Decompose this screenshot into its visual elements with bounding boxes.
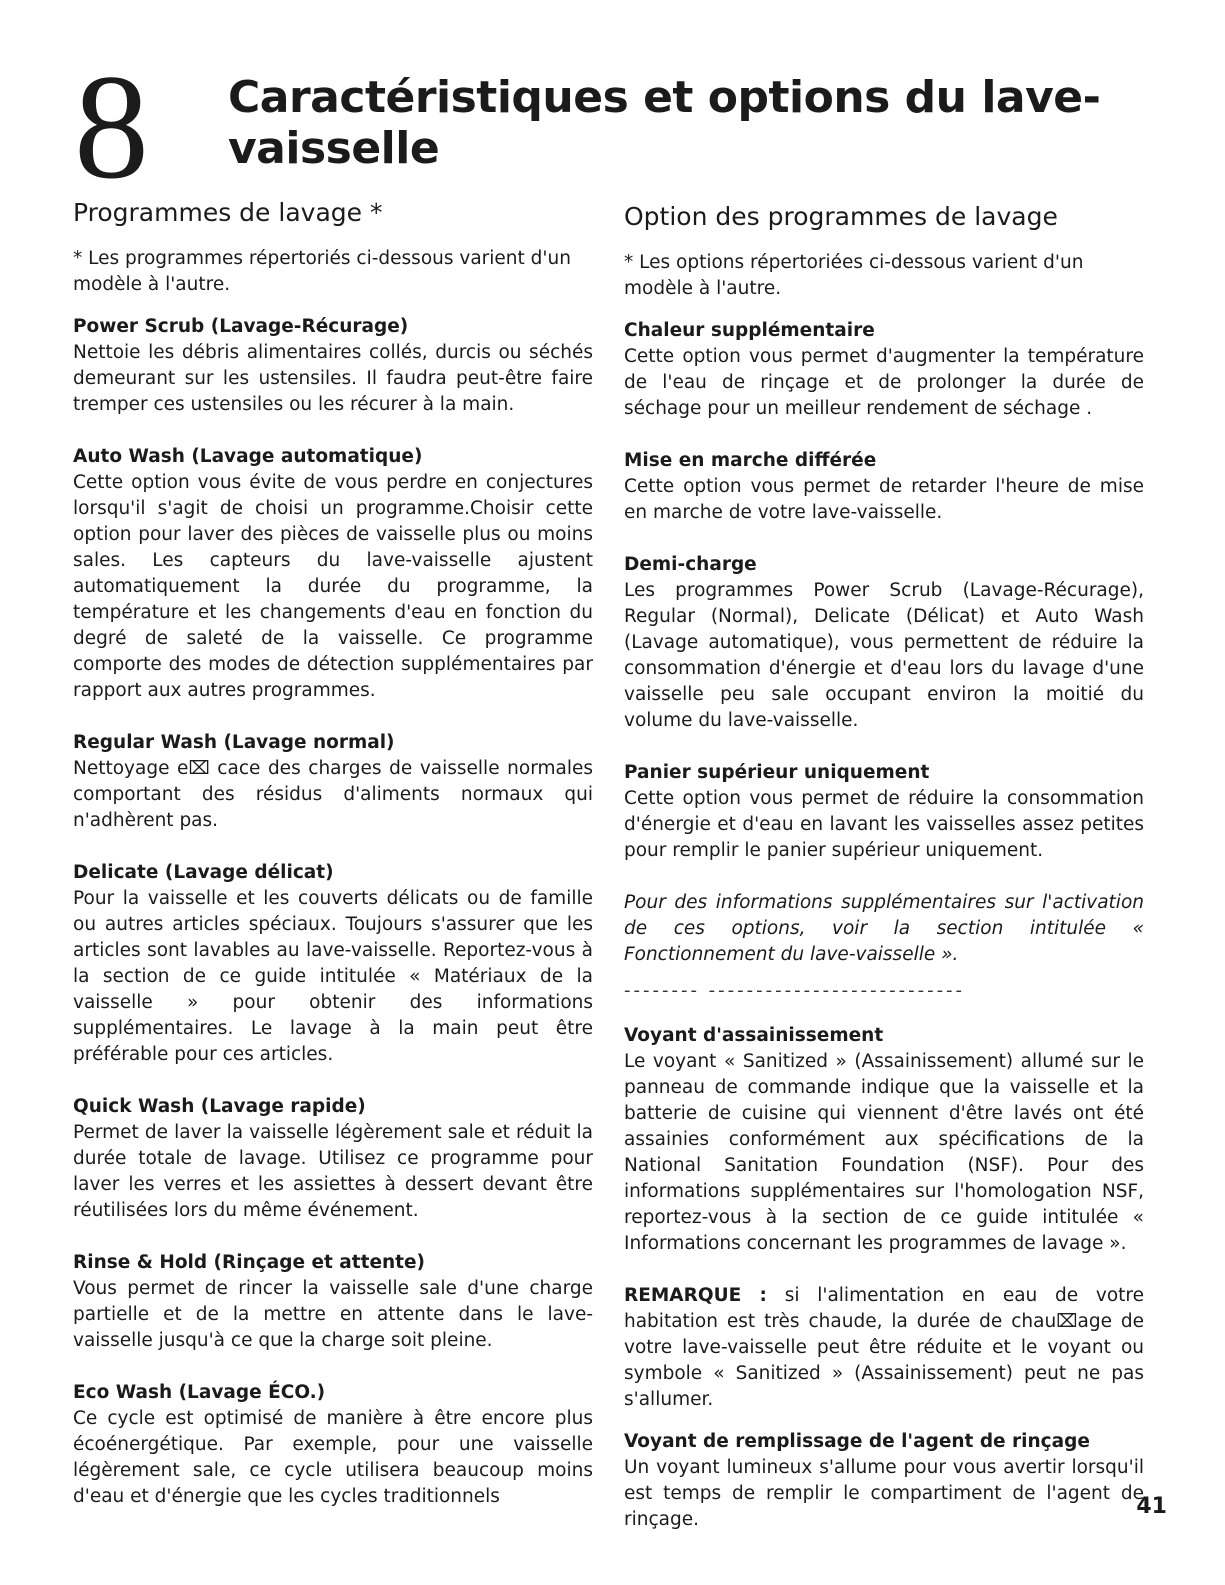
option-title: Demi-charge (624, 554, 757, 575)
options-note: Pour des informations supplémentaires sur l'activation de ces options, voir la section intitulée « Fonctionnement du lave-vaisselle ». (624, 892, 1144, 965)
program-title: Rinse & Hold (Rinçage et attente) (73, 1252, 426, 1273)
sanitized-description: Le voyant « Sanitized » (Assainissement) allumé sur le panneau de commande indique que la vaisselle et la batterie de cuisine qui viennent d'être lavés ont été assainies conformément aux spécifications de la National Sanitation Foundation (NSF). Pour des informations supplémentaires sur l'homologation NSF, reportez-vous à la section de ce guide intitulée « Informations concernant les programmes de lavage ». (624, 1051, 1144, 1254)
program-title: Quick Wash (Lavage rapide) (73, 1096, 366, 1117)
remarque-label: REMARQUE : (624, 1285, 767, 1306)
remarque-note (624, 1283, 1144, 1413)
option-description: Les programmes Power Scrub (Lavage-Récurage), Regular (Normal), Delicate (Délicat) et Auto Wash (Lavage automatique), vous permettent de réduire la consommation d'énergie et d'eau lors du lavage d'une vaisselle peu sale occupant environ la moitié du volume du lave-vaisselle. (624, 580, 1144, 731)
program-title: Regular Wash (Lavage normal) (73, 732, 395, 753)
option-entry (624, 760, 1144, 864)
program-title: Auto Wash (Lavage automatique) (73, 446, 423, 467)
program-entry (73, 444, 593, 704)
section-heading-programs: Programmes de lavage * (73, 198, 383, 227)
option-description: Cette option vous permet de réduire la consommation d'énergie et d'eau en lavant les vaisselles assez petites pour remplir le panier supérieur uniquement. (624, 788, 1144, 861)
program-title: Delicate (Lavage délicat) (73, 862, 334, 883)
section-heading-options: Option des programmes de lavage (624, 202, 1058, 231)
option-entry (624, 318, 1144, 422)
program-entry (73, 1094, 593, 1224)
left-column (73, 198, 593, 1536)
page-number: 41 (1136, 1494, 1167, 1519)
option-entry (624, 552, 1144, 734)
program-description: Vous permet de rincer la vaisselle sale d'une charge partielle et de la mettre en attente dans le lave-vaisselle jusqu'à ce que la charge soit pleine. (73, 1278, 593, 1351)
program-entry (73, 1380, 593, 1510)
options-intro: * Les options répertoriées ci-dessous varient d'un modèle à l'autre. (624, 252, 1084, 299)
option-description: Cette option vous permet de retarder l'heure de mise en marche de votre lave-vaisselle. (624, 476, 1144, 523)
option-title: Chaleur supplémentaire (624, 320, 875, 341)
rinse-aid-entry (624, 1429, 1144, 1533)
right-column (624, 202, 1144, 1559)
program-description: Cette option vous évite de vous perdre en conjectures lorsqu'il s'agit de choisi un programme.Choisir cette option pour laver des pièces de vaisselle plus ou moins sales. Les capteurs du lave-vaisselle ajustent automatiquement la durée du programme, la température et les changements d'eau en fonction du degré de saleté de la vaisselle. Ce programme comporte des modes de détection supplémentaires par rapport aux autres programmes. (73, 472, 593, 701)
program-description: Pour la vaisselle et les couverts délicats ou de famille ou autres articles spéciaux. Toujours s'assurer que les articles sont lavables au lave-vaisselle. Reportez-vous à la section de ce guide intitulée « Matériaux de la vaisselle » pour obtenir des informations supplémentaires. Le lavage à la main peut être préférable pour ces articles. (73, 888, 593, 1065)
option-entry (624, 448, 1144, 526)
program-description: Ce cycle est optimisé de manière à être encore plus écoénergétique. Par exemple, pour une vaisselle légèrement sale, ce cycle utilisera beaucoup moins d'eau et d'énergie que les cycles traditionnels (73, 1408, 593, 1507)
program-title: Power Scrub (Lavage-Récurage) (73, 316, 409, 337)
option-title: Panier supérieur uniquement (624, 762, 930, 783)
program-entry (73, 314, 593, 418)
program-title: Eco Wash (Lavage ÉCO.) (73, 1382, 326, 1403)
sanitized-title: Voyant d'assainissement (624, 1025, 884, 1046)
remarque-text: si l'alimentation en eau de votre habitation est très chaude, la durée de chau⌧age de votre lave-vaisselle peut être réduite et le voyant ou symbole « Sanitized » (Assainissement) peut ne pas s'allumer. (624, 1285, 1144, 1410)
option-title: Mise en marche différée (624, 450, 877, 471)
chapter-number: 8 (74, 44, 149, 210)
program-entry (73, 1250, 593, 1354)
program-description: Permet de laver la vaisselle légèrement sale et réduit la durée totale de lavage. Utilisez ce programme pour laver les verres et les assiettes à dessert devant être réutilisées lors du même événement. (73, 1122, 593, 1221)
option-description: Cette option vous permet d'augmenter la température de l'eau de rinçage et de prolonger la durée de séchage pour un meilleur rendement de séchage . (624, 346, 1144, 419)
sanitized-entry (624, 1023, 1144, 1257)
page-title: Caractéristiques et options du lave-vaisselle (228, 72, 1101, 174)
dashed-divider: -------- --------------------------- (624, 980, 966, 1001)
program-description: Nettoie les débris alimentaires collés, durcis ou séchés demeurant sur les ustensiles. Il faudra peut-être faire tremper ces ustensiles ou les récurer à la main. (73, 342, 593, 415)
program-entry (73, 860, 593, 1068)
program-entry (73, 730, 593, 834)
rinse-aid-description: Un voyant lumineux s'allume pour vous avertir lorsqu'il est temps de remplir le compartiment de l'agent de rinçage. (624, 1457, 1144, 1530)
programs-intro: * Les programmes répertoriés ci-dessous varient d'un modèle à l'autre. (73, 248, 571, 295)
rinse-aid-title: Voyant de remplissage de l'agent de rinçage (624, 1431, 1090, 1452)
program-description: Nettoyage e⌧ cace des charges de vaisselle normales comportant des résidus d'aliments normaux qui n'adhèrent pas. (73, 758, 593, 831)
